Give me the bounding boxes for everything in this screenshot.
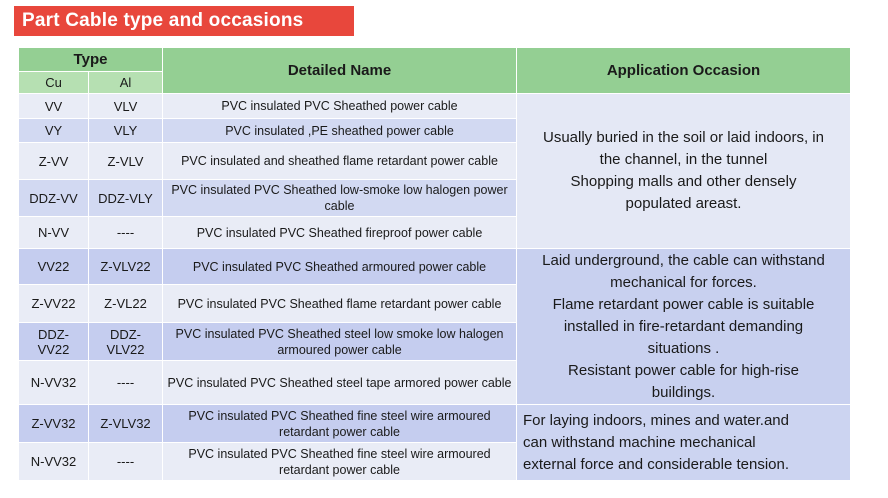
al-header: Al (89, 72, 163, 94)
cu-cell: VV (19, 94, 89, 119)
name-cell: PVC insulated PVC Sheathed fireproof power cable (163, 217, 517, 249)
occasion-line: Laid underground, the cable can withstand (542, 251, 825, 269)
occasion-cell-1 (517, 94, 851, 249)
table-row (19, 94, 851, 119)
name-cell: PVC insulated ,PE sheathed power cable (163, 119, 517, 143)
cu-header: Cu (19, 72, 89, 94)
name-cell: PVC insulated and sheathed flame retardant power cable (163, 143, 517, 180)
occasion-line: For laying indoors, mines and water.and (523, 411, 789, 429)
cable-spec-table (18, 47, 851, 481)
cu-cell: Z-VV32 (19, 405, 89, 443)
occasion-line: Resistant power cable for high-rise (568, 361, 799, 379)
cu-cell: N-VV32 (19, 443, 89, 481)
cu-cell: DDZ-VV22 (19, 323, 89, 361)
name-cell: PVC insulated PVC Sheathed fine steel wire armoured retardant power cable (163, 405, 517, 443)
al-cell: Z-VLV22 (89, 249, 163, 285)
al-cell: Z-VLV (89, 143, 163, 180)
cu-cell: VY (19, 119, 89, 143)
al-cell: DDZ-VLV22 (89, 323, 163, 361)
occasion-line: populated areast. (625, 195, 742, 212)
cu-cell: N-VV (19, 217, 89, 249)
occasion-line: buildings. (651, 383, 716, 401)
occasion-cell-3 (517, 405, 851, 481)
occasion-line: installed in fire-retardant demanding (563, 317, 804, 335)
application-occasion-header: Application Occasion (517, 48, 851, 94)
occasion-cell-2 (517, 249, 851, 405)
al-cell: ---- (89, 443, 163, 481)
occasion-line: Usually buried in the soil or laid indoors, in (543, 129, 824, 146)
occasion-line: can withstand machine mechanical (523, 433, 756, 451)
al-cell: VLV (89, 94, 163, 119)
table-row (19, 249, 851, 285)
cu-cell: Z-VV22 (19, 285, 89, 323)
cu-cell: DDZ-VV (19, 180, 89, 217)
name-cell: PVC insulated PVC Sheathed low-smoke low halogen power cable (163, 180, 517, 217)
cu-cell: Z-VV (19, 143, 89, 180)
name-cell: PVC insulated PVC Sheathed fine steel wire armoured retardant power cable (163, 443, 517, 481)
type-header: Type (19, 48, 163, 72)
name-cell: PVC insulated PVC Sheathed power cable (163, 94, 517, 119)
detailed-name-header: Detailed Name (163, 48, 517, 94)
al-cell: ---- (89, 361, 163, 405)
table-row (19, 405, 851, 443)
page-title: Part Cable type and occasions (14, 6, 354, 36)
al-cell: VLY (89, 119, 163, 143)
occasion-line: external force and considerable tension. (523, 455, 790, 473)
name-cell: PVC insulated PVC Sheathed steel tape armored power cable (163, 361, 517, 405)
occasion-line: the channel, in the tunnel (599, 151, 768, 168)
cu-cell: N-VV32 (19, 361, 89, 405)
name-cell: PVC insulated PVC Sheathed flame retardant power cable (163, 285, 517, 323)
occasion-line: mechanical for forces. (610, 273, 757, 291)
cu-cell: VV22 (19, 249, 89, 285)
al-cell: Z-VLV32 (89, 405, 163, 443)
al-cell: Z-VL22 (89, 285, 163, 323)
occasion-line: situations . (647, 339, 720, 357)
name-cell: PVC insulated PVC Sheathed steel low smoke low halogen armoured power cable (163, 323, 517, 361)
al-cell: DDZ-VLY (89, 180, 163, 217)
al-cell: ---- (89, 217, 163, 249)
occasion-line: Flame retardant power cable is suitable (552, 295, 815, 313)
occasion-line: Shopping malls and other densely (570, 173, 797, 190)
name-cell: PVC insulated PVC Sheathed armoured power cable (163, 249, 517, 285)
